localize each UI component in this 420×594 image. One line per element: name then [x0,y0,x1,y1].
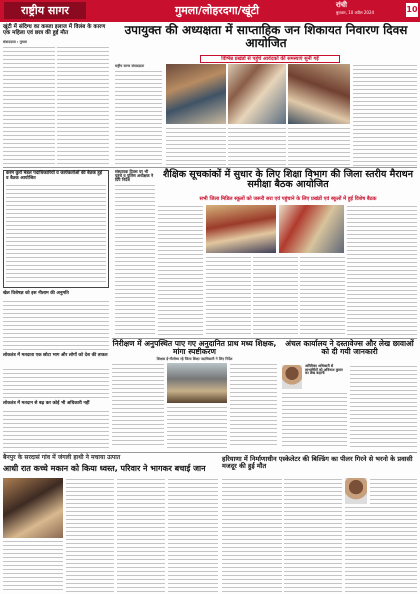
village-photo [3,478,63,538]
masthead [0,0,420,22]
lead-headline: उपायुक्त की अध्यक्षता में साप्ताहिक जन शिकायत निवारण दिवस आयोजित [124,23,408,50]
story1-byline: संवाददाता : गुमला [3,40,27,44]
schools-body-col2 [350,365,417,448]
haryana-body-col3 [345,506,417,592]
edu-body-col5 [347,205,417,335]
story1-headline: खूंटी में संदिग्ध का कब्जा इलाज में विलंब के कारण एक महिला एवं छात्र की हुई मौत [3,24,106,36]
village-kicker: बैनपुर के सरदासं गांव में जंगली हाथी ने मचाया उत्पात [3,454,121,461]
schools-headline: अंचल कार्यालय ने दस्तावेज्स और लेख छावाओं को दी गयी जानकारी [285,339,414,356]
mid-story-byline: शिक्षक ई-नीलोथ्य रहे जिला शिक्षा पदाधिकारी ने लिए निर्देश [156,357,233,361]
lead-byline: राष्ट्रीय सागर संवाददाता [115,64,145,68]
lead-body-col1 [115,70,162,166]
village-body-col3 [117,478,165,592]
reporter-portrait [282,365,302,389]
village-body-col1 [3,540,63,592]
edu-deck: सभी जिला मिडिल स्कूलों को जरूरी सरा एवं पहुंचाने के लिए प्रखंडों एवं स्कूलों में हुई विशेष बैठक [199,196,377,202]
col-story-body [3,300,109,350]
edu-photo-2 [279,205,344,253]
village-body-col4 [168,478,218,592]
divider [3,167,417,168]
village-main-headline: आधी रात कच्चे मकान को किया ध्वस्त, परिवार ने भागकर बचाई जान [3,464,206,473]
mid-story-headline: निरीक्षण में अनुपस्थित पाए गए अनुदानित प्राथ मध्य शिक्षक, मांगा स्पष्टीकरण [112,339,277,356]
haryana-body-col1 [222,478,282,592]
edu-body-col4 [300,256,345,336]
schools-body-col1 [282,392,347,448]
mid-story-body-col1 [112,363,164,448]
lead-photo-2 [228,64,286,124]
lead-body-col4 [288,127,350,167]
side-story-body [115,184,155,334]
mid-right-story-headline: अतिरिक्त अधिकारी से लाभार्थियों को अविनाश कुमार का लेख कहानी [305,364,343,376]
col-story2-body [3,368,109,398]
edition-date: बुधवार, 10 अप्रैल 2024 [336,10,375,15]
divider [3,452,417,453]
lead-body-col3 [228,127,286,167]
lead-body-col5 [353,64,417,167]
edu-headline: शैक्षिक सूचकांकों में सुधार के लिए शिक्षा विभाग की जिला स्तरीय मैराथन समीक्षा बैठक आयोजित [162,169,414,190]
mid-story-photo [167,363,227,403]
edu-body-col2 [206,256,251,336]
side-story-headline: संस्थापक दिवस पर भी पहुंचे व पुलिस अधीक्षक ने दिये निर्देश [115,169,154,183]
col-story2-headline: लोकतंत्र में मतदाता एक छोटा भाग और लोगों को देश की ताकत [3,353,108,358]
box-story-body [6,184,106,284]
page-number: 10 [406,3,418,17]
left-story3-body [3,410,109,450]
story1-body-col1 [3,46,55,164]
left-story3-headline: लोकतंत्र में मतदान से बढ़ कर कोई भी अधिकारी नहीं [3,401,90,406]
haryana-body-col2 [284,478,342,592]
col-story-headline: खेल विशेषज्ञ को इस नीलाम की अनुमति [3,291,69,296]
lead-photo-3 [288,64,350,124]
lead-photo-1 [166,64,226,124]
brand-logo: राष्ट्रीय सागर [4,2,86,19]
edition-city: रांची [336,1,347,9]
mid-story-body-col2 [167,406,227,448]
village-body-col2 [66,478,114,592]
lead-body-col2 [166,127,226,167]
lead-deck: विभिन्न प्रखंडों से पहुंचे आवेदकों की समस्याएं सुनी गईं [200,55,340,63]
edu-body-col3 [253,256,298,336]
victim-portrait [345,478,367,504]
haryana-body-col4 [370,478,417,504]
mid-story-body-col3 [230,363,277,448]
section-title: गुमला/लोहरदगा/खूंटी [175,4,260,17]
edu-photo-1 [206,205,276,253]
story1-body-col2 [57,46,109,164]
edu-body-col1 [158,205,203,335]
haryana-headline: हरियाणा में निर्माणाधीन एस्केलेटर की बिल्डिंग का पीलर गिरने से भरनो के प्रवासी मजदूर की हुई मौत [222,455,413,470]
box-story-headline: करम कुर्रा मंडल पदाधिकारियों व कार्यकर्ताओं की बैठक हुई व बैठक आयोजित [6,171,102,181]
